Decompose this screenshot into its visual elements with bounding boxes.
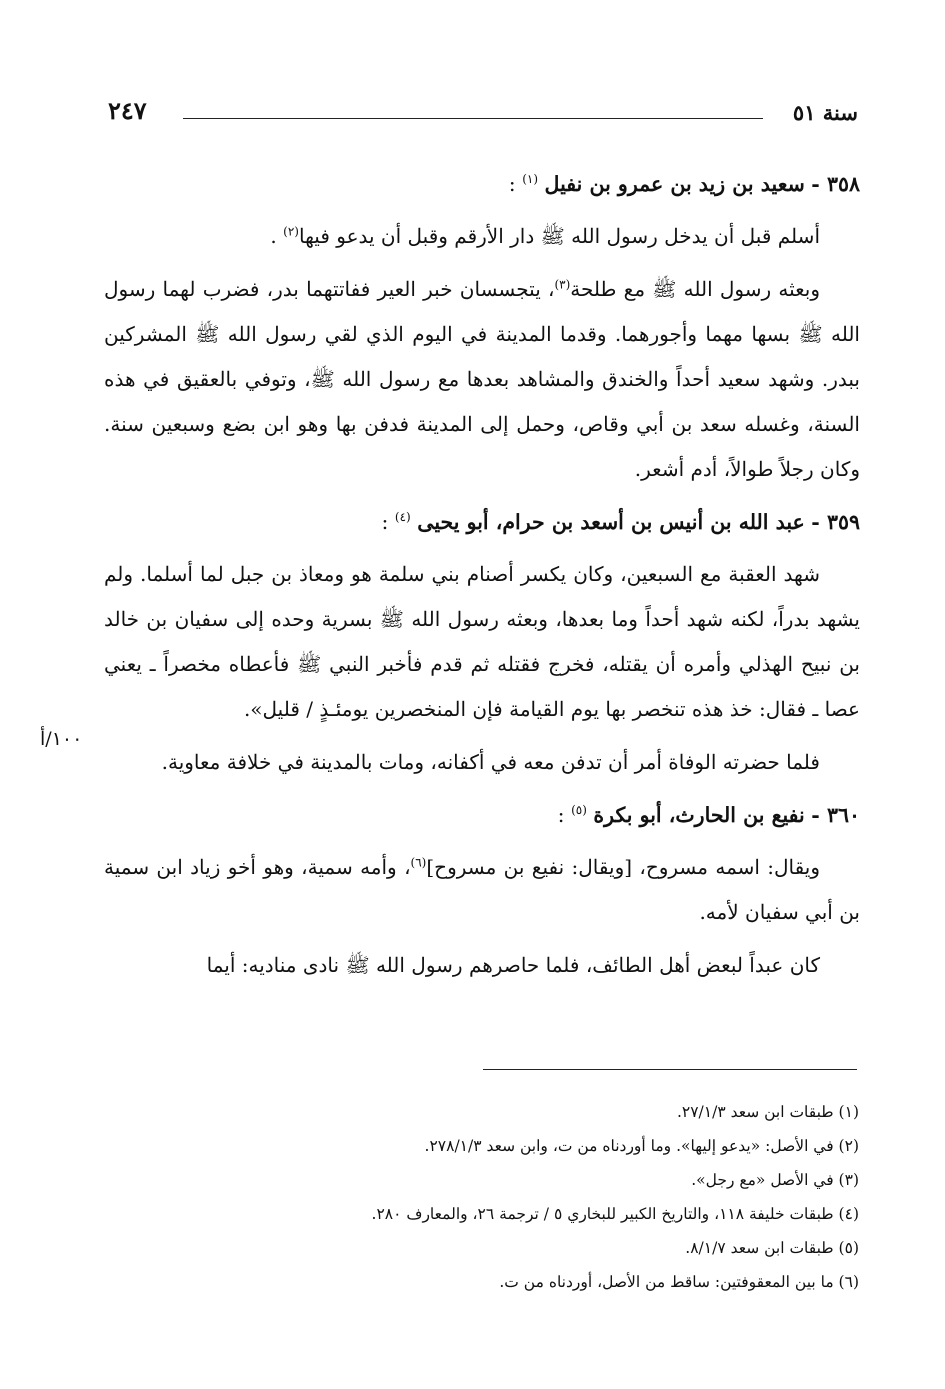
footnote-ref: (٦) <box>410 855 427 870</box>
header-year: سنة ٥١ <box>792 100 858 125</box>
paragraph-text: ، يتجسسان خبر العير ففاتتهما بدر، فضرب لهما رسول الله ﷺ بسها مهما وأجورهما. وقدما المدينة في اليوم الذي لقي رسول الله ﷺ المشركين ببدر. وشهد سعيد أحداً والخندق والمشاهد بعدها مع رسول الله ﷺ، وتوفي بالعقيق في هذه السنة، وغسله سعد بن أبي وقاص، وحمل إلى المدينة فدفن بها وهو ابن بضع وسبعين سنة. وكان رجلاً طوالاً، أدم أشعر. <box>104 277 860 481</box>
entry-colon: : <box>381 510 389 534</box>
entry-colon: : <box>557 803 565 827</box>
paragraph <box>104 267 860 492</box>
paragraph-text: ويقال: اسمه مسروح، [ويقال: نفيع بن مسروح] <box>426 855 820 879</box>
paragraph <box>104 740 860 785</box>
footnote: (٢) في الأصل: «يدعو إليها». وما أوردناه من ت، وابن سعد ٢٧٨/١/٣. <box>424 1137 859 1155</box>
footnote: (٦) ما بين المعقوفتين: ساقط من الأصل، أوردناه من ت. <box>499 1273 859 1291</box>
footnote-ref: (٣) <box>554 277 571 292</box>
paragraph <box>104 845 860 935</box>
paragraph-text: فلما حضرته الوفاة أمر أن تدفن معه في أكفانه، ومات بالمدينة في خلافة معاوية. <box>161 750 820 774</box>
entry-number: ٣٥٨ - <box>811 172 860 196</box>
footnote: (٣) في الأصل «مع رجل». <box>691 1171 859 1189</box>
paragraph-text: شهد العقبة مع السبعين، وكان يكسر أصنام بني سلمة هو ومعاذ بن جبل لما أسلما. ولم يشهد بدراً، لكنه شهد أحداً وما بعدها، وبعثه رسول الله ﷺ بسرية وحده إلى سفيان بن خالد بن نبيح الهذلي وأمره أن يقتله، فخرج فقتله ثم قدم فأخبر النبي ﷺ فأعطاه مخصراً ـ يعني عصا ـ فقال: خذ هذه تنخصر بها يوم القيامة فإن المنخصرين يومئـذٍ / قليل». <box>104 562 860 721</box>
entry-heading <box>104 793 860 837</box>
footnote: (٤) طبقات خليفة ١١٨، والتاريخ الكبير للبخاري ٥ / ترجمة ٢٦، والمعارف ٢٨٠. <box>371 1205 859 1223</box>
main-text <box>104 162 860 996</box>
entry-heading <box>104 162 860 206</box>
paragraph <box>104 552 860 732</box>
entry-heading <box>104 500 860 544</box>
paragraph-text: أسلم قبل أن يدخل رسول الله ﷺ دار الأرقم وقبل أن يدعو فيها <box>298 224 820 248</box>
manuscript-folio-note: ١٠٠/أ <box>40 728 83 750</box>
footnote-ref: (٤) <box>394 510 411 525</box>
entry-title: سعيد بن زيد بن عمرو بن نفيل <box>544 172 805 196</box>
footnote-separator <box>483 1069 857 1070</box>
footnote: (١) طبقات ابن سعد ٢٧/١/٣. <box>676 1103 859 1121</box>
paragraph <box>104 943 860 988</box>
paragraph <box>104 214 860 259</box>
paragraph-text: كان عبداً لبعض أهل الطائف، فلما حاصرهم رسول الله ﷺ نادى مناديه: أيما <box>206 953 820 977</box>
entry-title: نفيع بن الحارث، أبو بكرة <box>593 803 805 827</box>
running-header <box>108 96 858 136</box>
paragraph-text: . <box>270 224 284 248</box>
footnote: (٥) طبقات ابن سعد ٨/١/٧. <box>685 1239 859 1257</box>
entry-colon: : <box>508 172 516 196</box>
footnote-ref: (٢) <box>283 224 299 239</box>
paragraph-text: ، وأمه سمية، وهو أخو زياد ابن سمية بن أبي سفيان لأمه. <box>104 855 860 924</box>
entry-number: ٣٥٩ - <box>811 510 860 534</box>
page-number: ٢٤٧ <box>108 96 147 125</box>
paragraph-text: وبعثه رسول الله ﷺ مع طلحة <box>570 277 820 301</box>
footnote-ref: (٥) <box>571 803 587 818</box>
footnote-ref: (١) <box>522 172 539 187</box>
header-rule <box>183 118 763 119</box>
footnotes <box>99 1095 859 1299</box>
entry-number: ٣٦٠ - <box>811 803 860 827</box>
entry-title: عبد الله بن أنيس بن أسعد بن حرام، أبو يحيى <box>417 510 805 534</box>
